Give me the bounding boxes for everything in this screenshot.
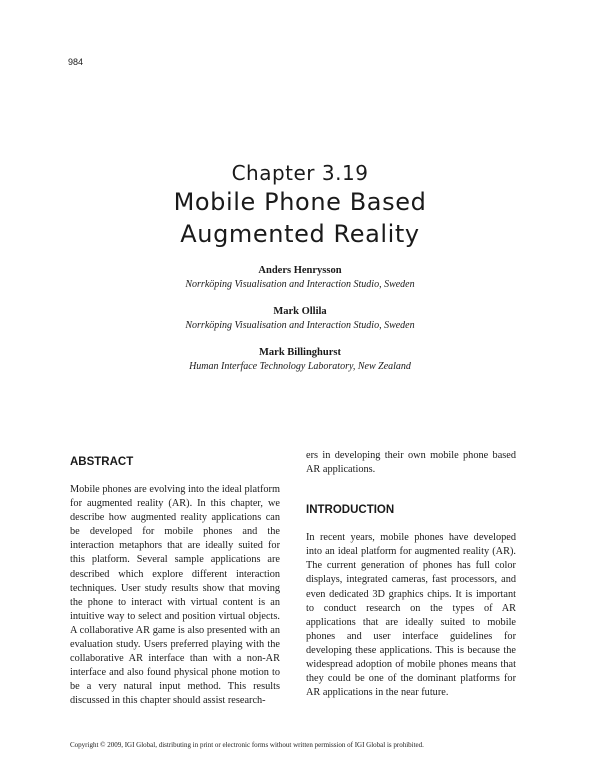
author-affiliation: Norrköping Visualisation and Interaction Studio, Sweden — [185, 320, 415, 331]
author-list — [120, 264, 480, 387]
copyright-notice: Copyright © 2009, IGI Global, distributing in print or electronic forms without written permission of IGI Global is prohibited. — [70, 741, 424, 749]
introduction-heading: INTRODUCTION — [306, 504, 395, 517]
author-affiliation: Human Interface Technology Laboratory, New Zealand — [189, 361, 411, 372]
chapter-label: Chapter 3.19 — [231, 161, 369, 185]
author-name: Mark Ollila — [273, 306, 327, 317]
author-entry — [120, 346, 480, 374]
right-column — [306, 450, 516, 700]
chapter-header — [0, 160, 600, 250]
chapter-title-line-2: Augmented Reality — [180, 220, 420, 248]
author-entry — [120, 305, 480, 333]
introduction-text: In recent years, mobile phones have developed into an ideal platform for augmented reality (AR). The current generation of phones has full color displays, integrated cameras, fast processors, and even dedicated 3D graphics chips. It is important to conduct research on the types of AR applications that are ideally suited to mobile phones and user interface guidelines for developing these applications. This is because the widespread adoption of mobile phones means that they could be one of the dominant platforms for AR applications in the near future. — [306, 532, 516, 699]
abstract-continuation: ers in developing their own mobile phone based AR applications. — [306, 450, 516, 476]
author-name: Anders Henrysson — [258, 265, 342, 276]
introduction-section — [306, 503, 516, 700]
author-entry — [120, 264, 480, 292]
author-affiliation: Norrköping Visualisation and Interaction Studio, Sweden — [185, 279, 415, 290]
chapter-title-line-1: Mobile Phone Based — [173, 188, 427, 216]
left-column — [70, 455, 280, 709]
author-name: Mark Billinghurst — [259, 347, 341, 358]
abstract-text: Mobile phones are evolving into the ideal platform for augmented reality (AR). In this chapter, we describe how augmented reality applications can be developed for mobile phones and the interaction metaphors that are ideally suited for this platform. Several sample applications are described which explore different interaction techniques. User study results show that moving the phone to interact with virtual content is an intuitive way to select and position virtual objects. A collaborative AR game is also presented with an evaluation study. Users preferred playing with the collaborative AR interface than with a non-AR interface and also found physical phone motion to be a very natural input method. This results discussed in this chapter should assist research- — [70, 484, 280, 707]
page-number: 984 — [68, 57, 84, 67]
abstract-heading: ABSTRACT — [70, 456, 134, 468]
